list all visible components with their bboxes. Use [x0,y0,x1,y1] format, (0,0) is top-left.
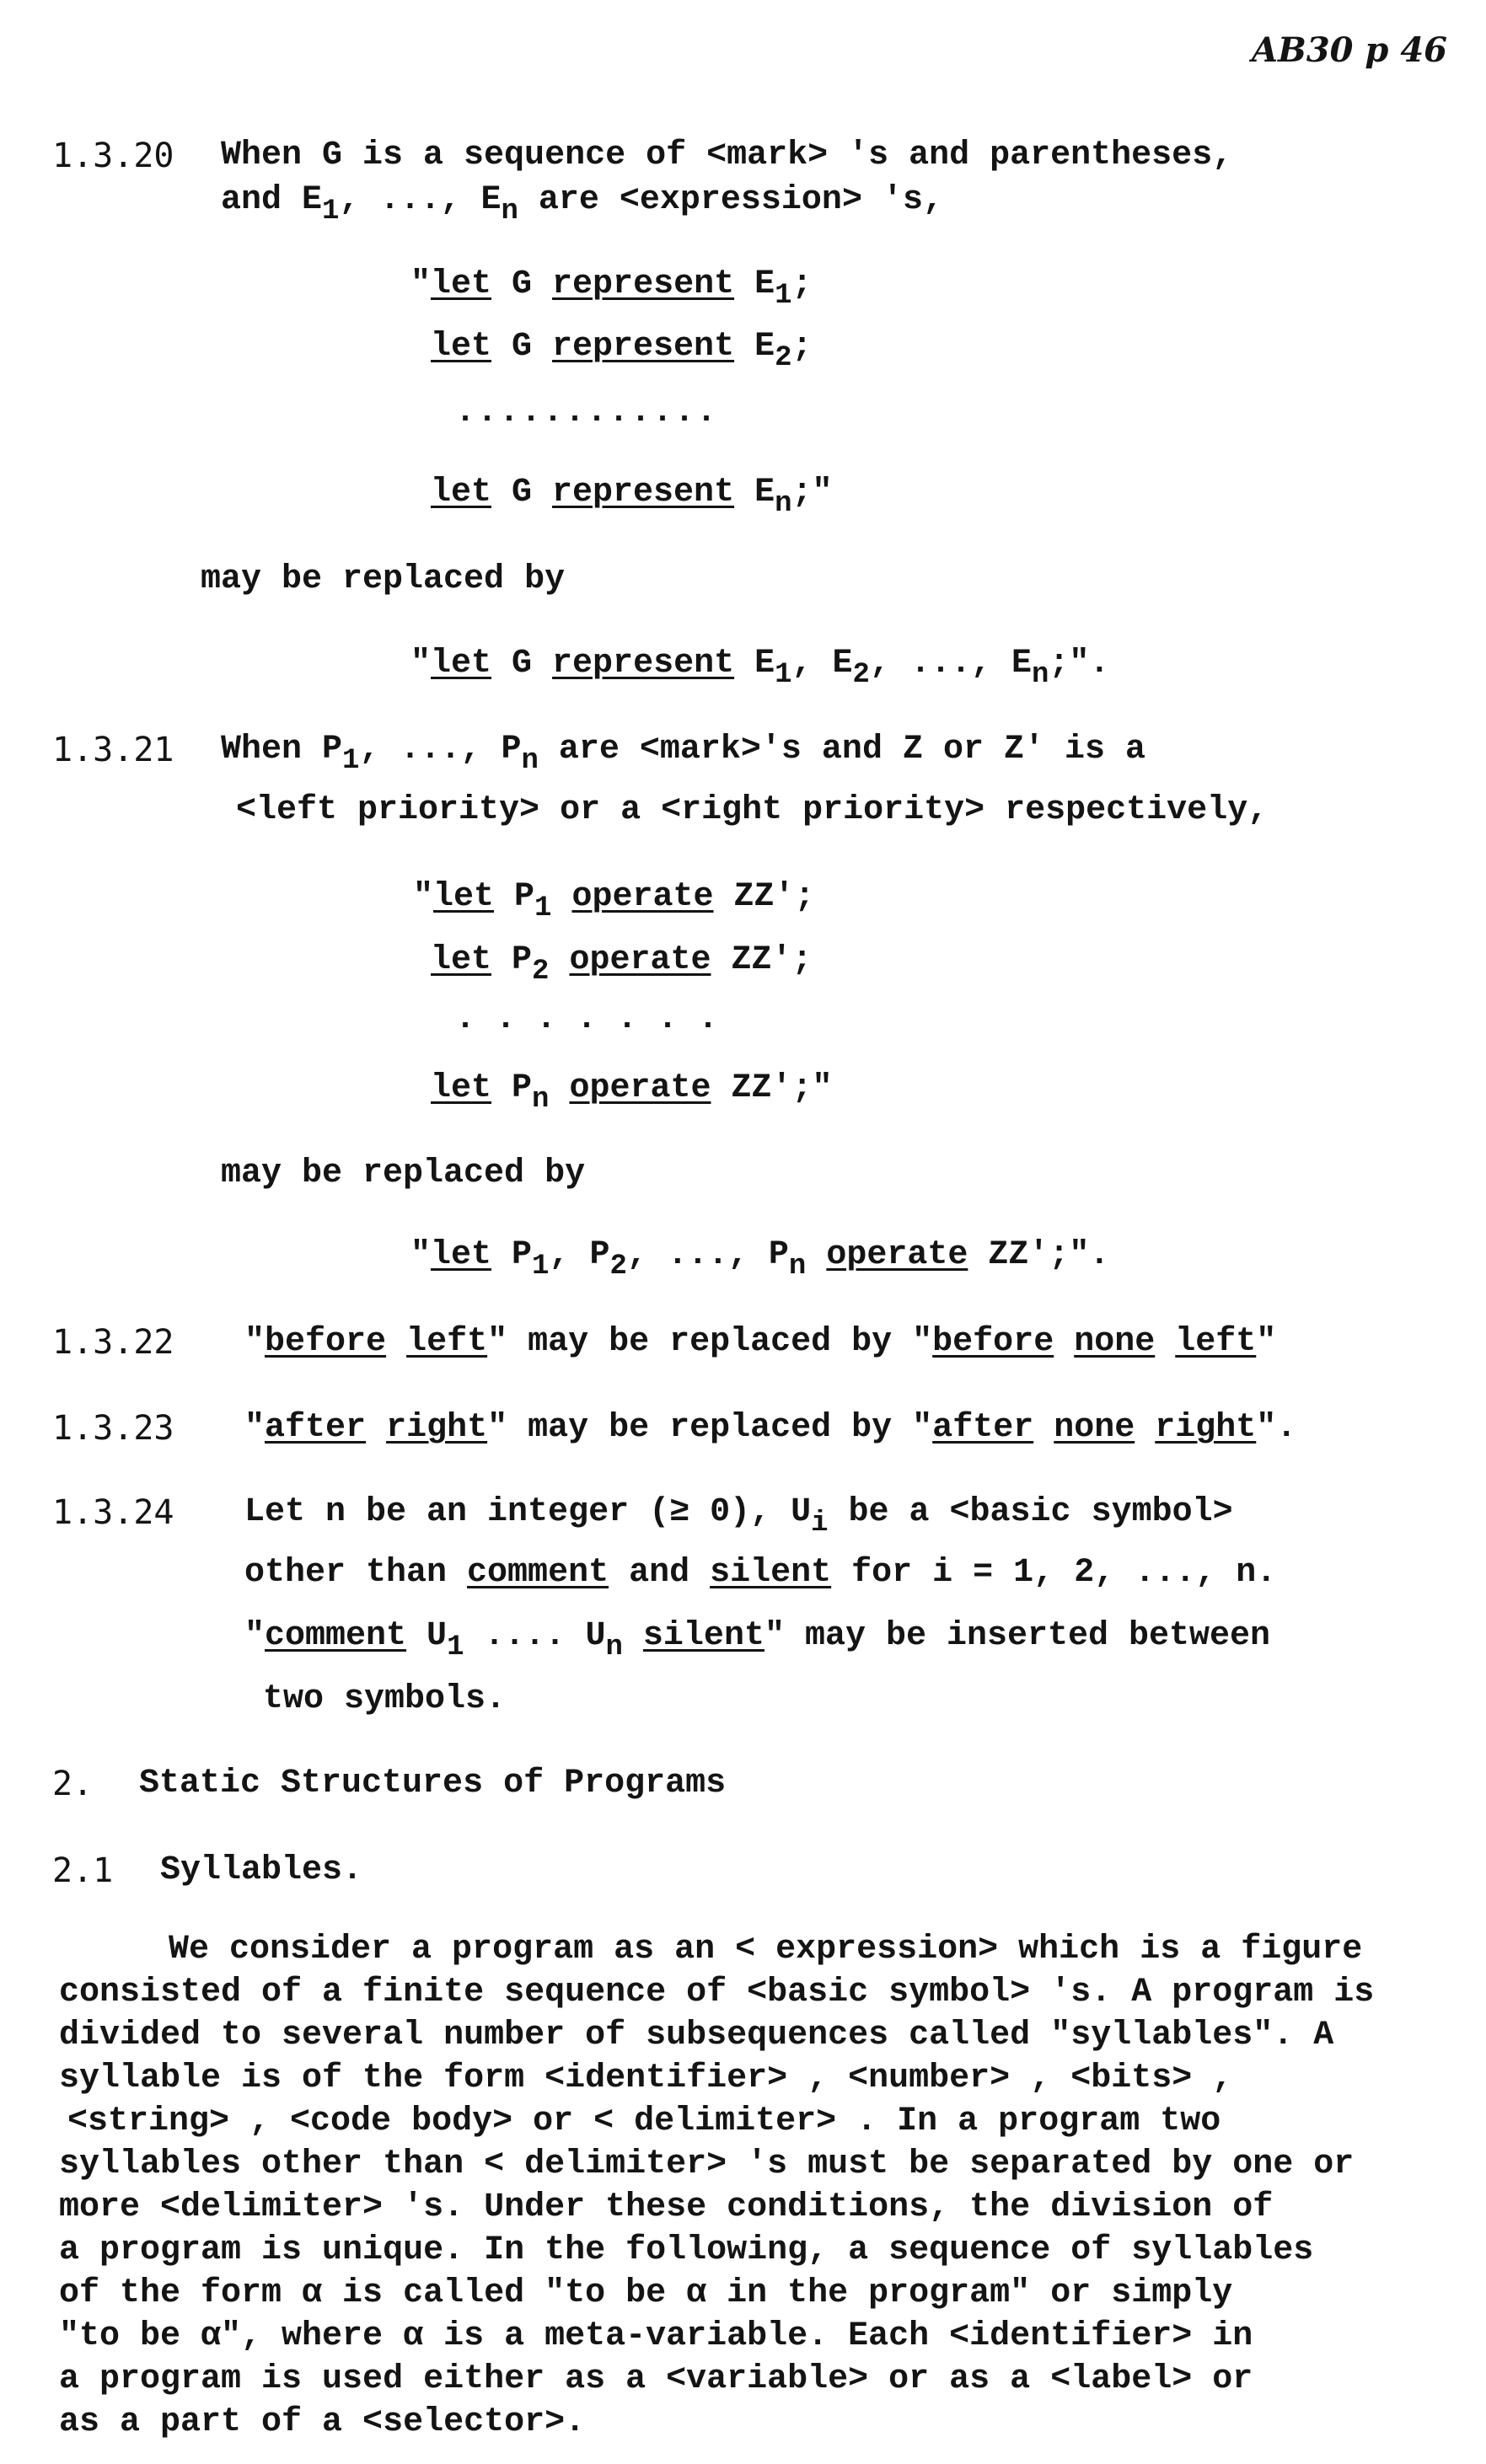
rule-1-3-24-line-2: other than comment and silent for i = 1, 2, ..., n. [244,1554,1277,1592]
paragraph-line: more <delimiter> 's. Under these conditions, the division of [59,2188,1274,2226]
rule-1-3-23-text: "after right" may be replaced by "after none right". [244,1409,1297,1447]
rule-1-3-21-statement-2: let $P_2$ operate ZZ'; [431,941,813,988]
rule-1-3-20-line-1: When G is a sequence of <mark> 's and parentheses, [221,137,1233,174]
paragraph-line: a program is used either as a <variable> or as a <label> or [59,2360,1253,2398]
rule-1-3-21-statement-1: "let $P_1$ operate ZZ'; [413,878,815,924]
rule-1-3-21-statement-n: let $P_n$ operate ZZ';" [431,1069,833,1116]
rule-1-3-20-line-2: and $E_1$, ..., $E_n$ are <expression> 's, [221,181,943,228]
rule-number-1-3-21: 1.3.21 [52,731,174,769]
rule-1-3-21-line-2: <left priority> or a <right priority> respectively, [236,791,1269,829]
rule-1-3-20-statement-2: let G represent $E_2$; [431,328,813,374]
rule-1-3-24-line-1: Let n be an integer (≥ 0), $U_i$ be a <basic symbol> [244,1493,1233,1540]
rule-1-3-24-line-3: "comment $U_1$ .... $U_n$ silent" may be inserted between [244,1617,1271,1663]
paragraph-line: <string> , <code body> or < delimiter> . In a program two [67,2102,1221,2140]
paragraph-line: divided to several number of subsequences called "syllables". A [59,2017,1334,2054]
rule-number-1-3-23: 1.3.23 [52,1409,174,1448]
paragraph-line: of the form α is called "to be α in the program" or simply [59,2274,1233,2312]
rule-1-3-22-text: "before left" may be replaced by "before none left" [244,1323,1277,1361]
section-number-2: 2. [52,1765,94,1803]
rule-number-1-3-24: 1.3.24 [52,1493,174,1532]
paragraph-line: as a part of a <selector>. [59,2403,586,2441]
paragraph-line: a program is unique. In the following, a sequence of syllables [59,2231,1314,2269]
rule-1-3-21-may-be-replaced: may be replaced by [221,1154,586,1192]
rule-1-3-20-statement-1: "let G represent $E_1$; [410,265,813,312]
rule-1-3-24-line-4: two symbols. [263,1680,507,1718]
rule-1-3-20-statement-n: let G represent $E_n$;" [431,474,833,520]
rule-1-3-20-may-be-replaced: may be replaced by [201,560,566,598]
paragraph-line: syllable is of the form <identifier> , <number> , <bits> , [59,2060,1233,2097]
paragraph-line: "to be α", where α is a meta-variable. Each <identifier> in [59,2317,1253,2355]
page-identifier: AB30 p 46 [1252,30,1447,70]
rule-1-3-20-ellipsis: ............ [455,394,719,431]
section-title-2-1: Syllables. [160,1851,363,1889]
rule-1-3-20-replacement: "let G represent $E_1$, $E_2$, ..., $E_n$;". [410,645,1110,691]
rule-1-3-21-replacement: "let $P_1$, $P_2$, ..., $P_n$ operate ZZ';". [410,1236,1110,1283]
rule-1-3-21-line-1: When $P_1$, ..., $P_n$ are <mark>'s and Z or Z' is a [221,731,1145,777]
rule-number-1-3-20: 1.3.20 [52,137,174,175]
paragraph-line: consisted of a finite sequence of <basic symbol> 's. A program is [59,1974,1375,2011]
section-title-2: Static Structures of Programs [139,1765,727,1802]
paragraph-line: We consider a program as an < expression> which is a figure [169,1931,1363,1969]
paragraph-line: syllables other than < delimiter> 's must be separated by one or [59,2145,1355,2183]
section-number-2-1: 2.1 [52,1851,114,1890]
rule-1-3-21-ellipsis: . . . . . . . [455,1000,719,1038]
rule-number-1-3-22: 1.3.22 [52,1323,174,1362]
syllables-paragraph [59,1928,1458,2444]
